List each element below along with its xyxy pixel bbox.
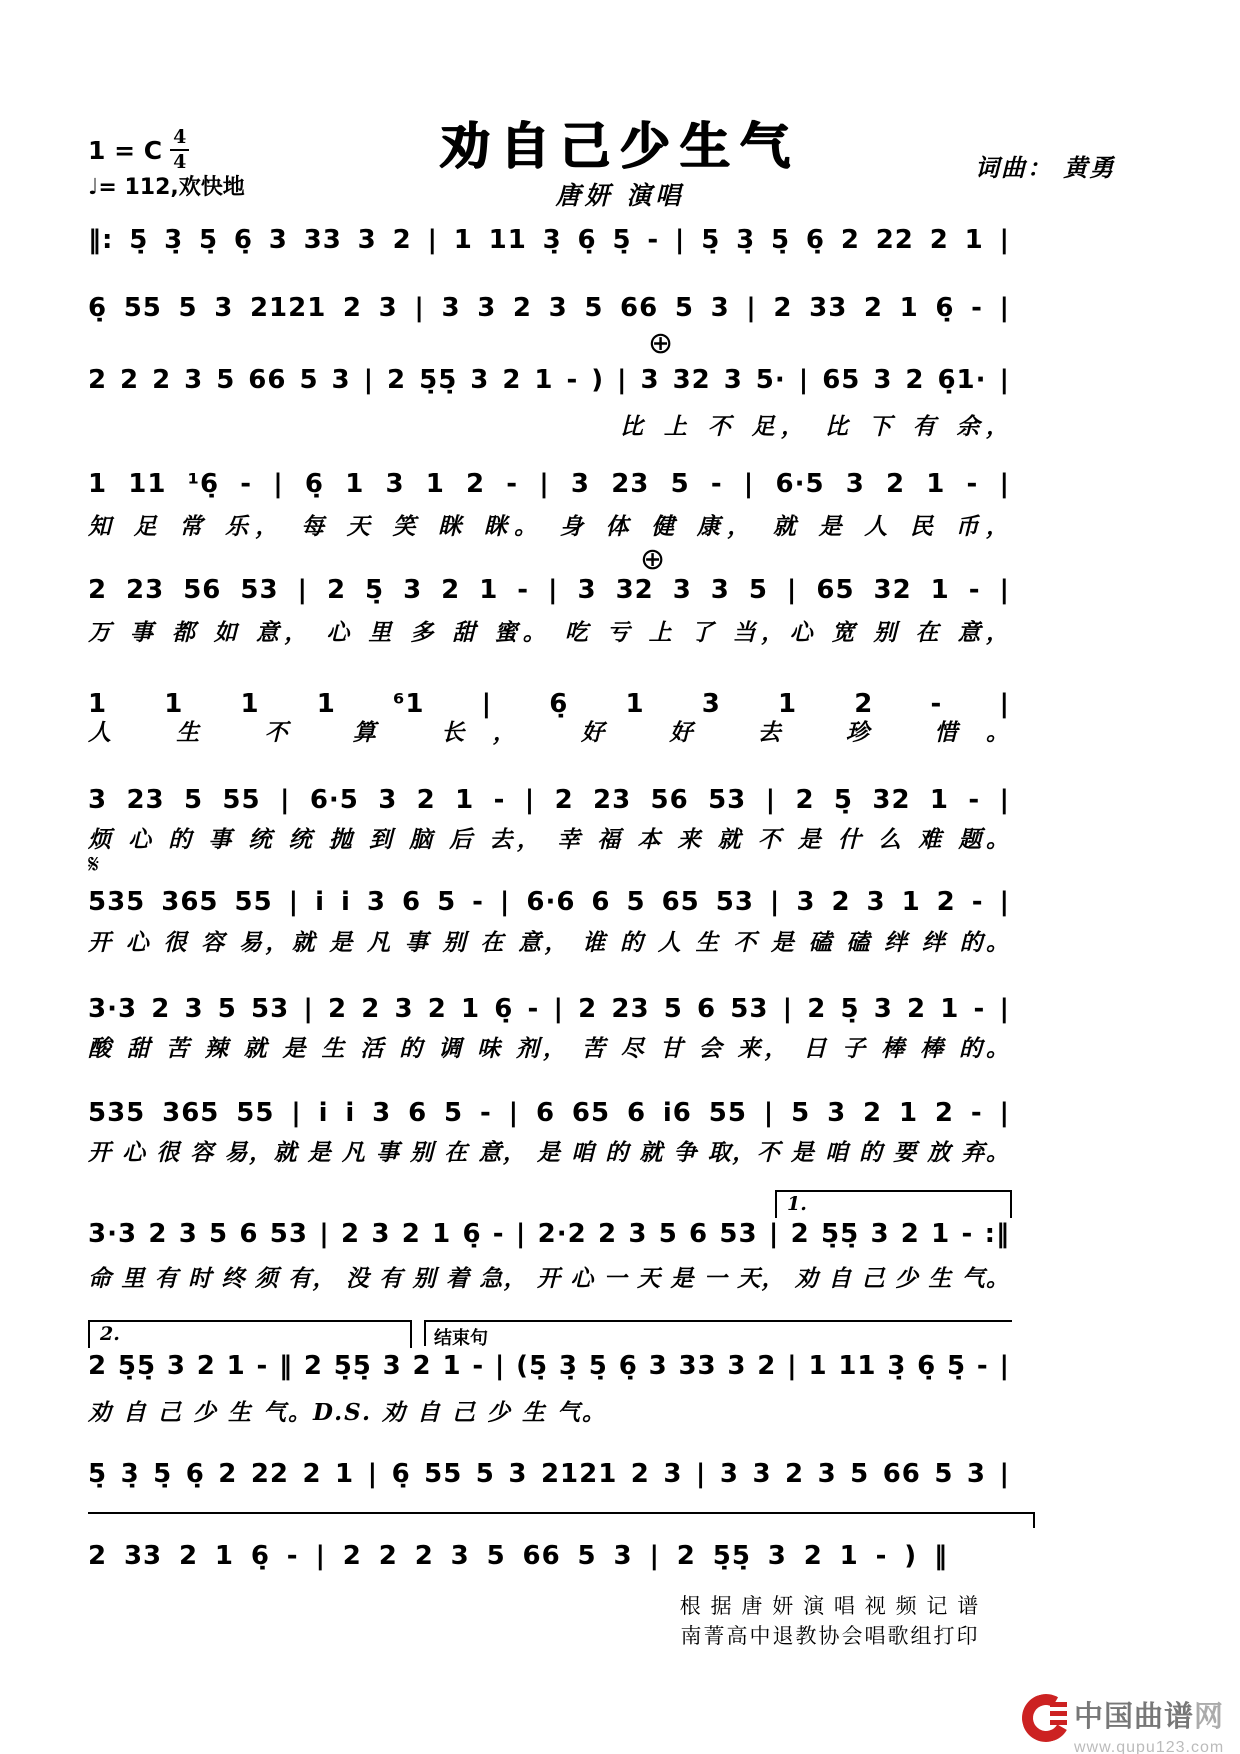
lyrics-line-6: 开 心 很 容 易，就 是 凡 事 别 在 意， 谁 的 人 生 不 是 磕 磕 绊 绊 的。 <box>88 929 1010 956</box>
watermark-brand-primary: 中国曲谱 <box>1074 1699 1195 1733</box>
system-8-notes: 535 365 55 | i i 3 6 5 - | 6·6 6 5 65 53 | 3 2 3 1 2 - | <box>88 887 1010 917</box>
system-4-notes: 1 11 ¹6̣ - | 6̣ 1 3 1 2 - | 3 23 5 - | 6·5 3 2 1 - | <box>88 469 1010 499</box>
final-system-bracket <box>88 1512 1035 1528</box>
ending-phrase-bracket <box>424 1320 1012 1346</box>
qupu-logo-icon <box>1022 1694 1070 1742</box>
system-1-notes: ‖: 5̣ 3̣ 5̣ 6̣ 3 33 3 2 | 1 11 3̣ 6̣ 5̣ - | 5̣ 3̣ 5̣ 6̣ 2 22 2 1 | <box>88 225 1010 255</box>
system-12-notes: 2 5̣5̣ 3 2 1 - ‖ 2 5̣5̣ 3 2 1 - | (5̣ 3̣ 5̣ 6̣ 3 33 3 2 | 1 11 3̣ 6̣ 5̣ - | <box>88 1351 1010 1381</box>
system-3-notes: 2 2 2 3 5 66 5 3 | 2 5̣5̣ 3 2 1 - ) | 3 32 3 5· | 65 3 2 6̣1· | <box>88 365 1010 395</box>
system-11-notes: 3·3 2 3 5 6 53 | 2 3 2 1 6̣ - | 2·2 2 3 5 6 53 | 2 5̣5̣ 3 2 1 - :‖ <box>88 1219 1010 1249</box>
print-note: 南菁高中退教协会唱歌组打印 <box>680 1625 980 1648</box>
system-9-notes: 3·3 2 3 5 53 | 2 2 3 2 1 6̣ - | 2 23 5 6 53 | 2 5̣ 3 2 1 - | <box>88 994 1010 1024</box>
watermark-brand-secondary: 网 <box>1194 1699 1225 1733</box>
second-ending-bracket <box>88 1320 412 1348</box>
ending-phrase-label: 结束句 <box>434 1328 488 1348</box>
lyrics-line-5: 烦 心 的 事 统 统 抛 到 脑 后 去， 幸 福 本 来 就 不 是 什 么 难 题。 <box>88 826 1010 853</box>
lyrics-line-4: 人 生 不 算 长， 好 好 去 珍 惜。 <box>88 719 1010 746</box>
watermark <box>1022 1694 1224 1754</box>
key-signature-text: 1 = C <box>88 135 163 165</box>
lyrics-line-3: 万 事 都 如 意， 心 里 多 甜 蜜。 吃 亏 上 了 当，心 宽 别 在 意， <box>88 619 1010 646</box>
system-13-notes: 5̣ 3̣ 5̣ 6̣ 2 22 2 1 | 6̣ 55 5 3 2121 2 3 | 3 3 2 3 5 66 5 3 | <box>88 1459 1010 1489</box>
system-14-notes: 2 33 2 1 6̣ - | 2 2 2 3 5 66 5 3 | 2 5̣5̣ 3 2 1 - ) ‖ <box>88 1541 948 1571</box>
time-signature-numerator: 4 <box>170 128 189 151</box>
system-7-notes: 3 23 5 55 | 6·5 3 2 1 - | 2 23 56 53 | 2 5̣ 32 1 - | <box>88 785 1010 815</box>
system-10-notes: 535 365 55 | i i 3 6 5 - | 6 65 6 i6 55 | 5 3 2 1 2 - | <box>88 1098 1010 1128</box>
lyrics-line-10: 劝 自 己 少 生 气。D.S. 劝 自 己 少 生 气。 <box>88 1399 608 1426</box>
coda-mark-2: ⊕ <box>640 542 666 577</box>
lyrics-line-2: 知 足 常 乐， 每 天 笑 眯 眯。 身 体 健 康， 就 是 人 民 币， <box>88 513 1010 540</box>
lyrics-line-9: 命 里 有 时 终 须 有， 没 有 别 着 急， 开 心 一 天 是 一 天， 劝 自 己 少 生 气。 <box>88 1265 1010 1292</box>
coda-mark-1: ⊕ <box>648 326 674 361</box>
transcription-note: 根 据 唐 妍 演 唱 视 频 记 谱 <box>679 1595 981 1618</box>
lyrics-line-1: 比 上 不 足， 比 下 有 余， <box>620 413 1010 440</box>
tempo-marking: ♩= 112,欢快地 <box>88 175 245 200</box>
time-signature-denominator: 4 <box>173 151 187 173</box>
second-ending-label: 2. <box>100 1323 120 1345</box>
first-ending-label: 1. <box>787 1193 807 1215</box>
lyrics-line-7: 酸 甜 苦 辣 就 是 生 活 的 调 味 剂， 苦 尽 甘 会 来， 日 子 棒 棒 的。 <box>88 1035 1010 1062</box>
lyrics-line-8: 开 心 很 容 易，就 是 凡 事 别 在 意， 是 咱 的 就 争 取，不 是 咱 的 要 放 弃。 <box>88 1139 1010 1166</box>
song-title: 劝自己少生气 <box>440 117 800 175</box>
performer-credit: 唐妍 演唱 <box>555 181 685 210</box>
system-6-notes: 1 1 1 1 ⁶1 | 6̣ 1 3 1 2 - | <box>88 689 1010 719</box>
system-5-notes: 2 23 56 53 | 2 5̣ 3 2 1 - | 3 32 3 3 5 | 65 32 1 - | <box>88 575 1010 605</box>
composer-credit: 词曲： 黄勇 <box>975 153 1116 182</box>
segno-mark: 𝄋 <box>88 850 100 880</box>
watermark-url: www.qupu123.com <box>1074 1739 1225 1754</box>
system-2-notes: 6̣ 55 5 3 2121 2 3 | 3 3 2 3 5 66 5 3 | 2 33 2 1 6̣ - | <box>88 293 1010 323</box>
first-ending-bracket <box>775 1190 1012 1218</box>
